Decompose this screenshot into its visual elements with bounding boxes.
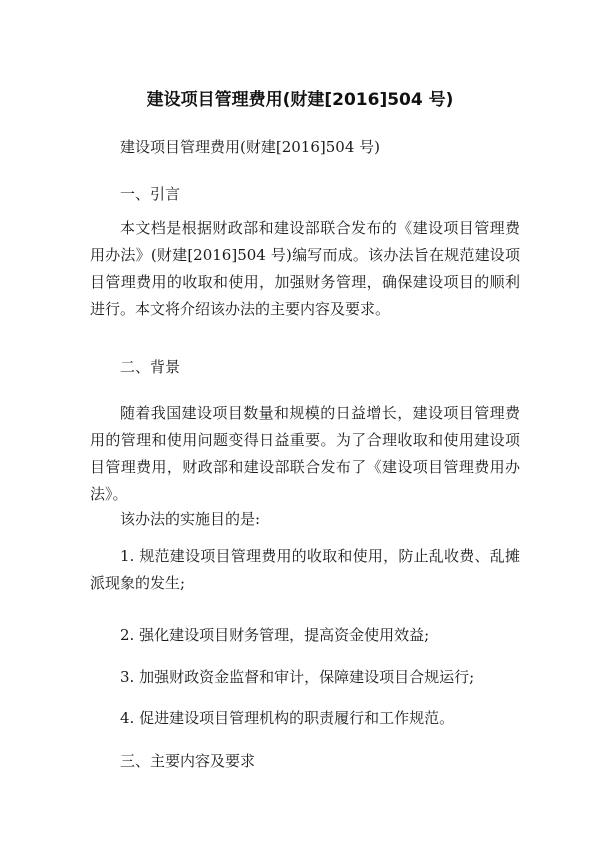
section-heading-background: 二、背景 — [120, 358, 181, 376]
section-heading-main-content: 三、主要内容及要求 — [120, 752, 256, 770]
paragraph-background: 随着我国建设项目数量和规模的日益增长，建设项目管理费用的管理和使用问题变得日益重要。为了合理收取和使用建设项目管理费用，财政部和建设部联合发布了《建设项目管理费用办法》。 — [90, 404, 520, 503]
purpose-item-2: 2. 强化建设项目财务管理，提高资金使用效益; — [120, 626, 430, 644]
purpose-item-1: 1. 规范建设项目管理费用的收取和使用，防止乱收费、乱摊派现象的发生; — [90, 547, 520, 592]
purpose-intro: 该办法的实施目的是: — [120, 510, 261, 528]
document-title: 建设项目管理费用(财建[2016]504 号) — [146, 90, 454, 110]
purpose-item-4: 4. 促进建设项目管理机构的职责履行和工作规范。 — [120, 709, 455, 727]
document-subtitle: 建设项目管理费用(财建[2016]504 号) — [120, 138, 380, 156]
paragraph-intro: 本文档是根据财政部和建设部联合发布的《建设项目管理费用办法》(财建[2016]504 号)编写而成。该办法旨在规范建设项目管理费用的收取和使用，加强财务管理，确保建设项目的顺利进行。本文将介绍该办法的主要内容及要求。 — [90, 219, 520, 318]
purpose-item-3: 3. 加强财政资金监督和审计，保障建设项目合规运行; — [120, 668, 475, 686]
section-heading-intro: 一、引言 — [120, 185, 181, 203]
